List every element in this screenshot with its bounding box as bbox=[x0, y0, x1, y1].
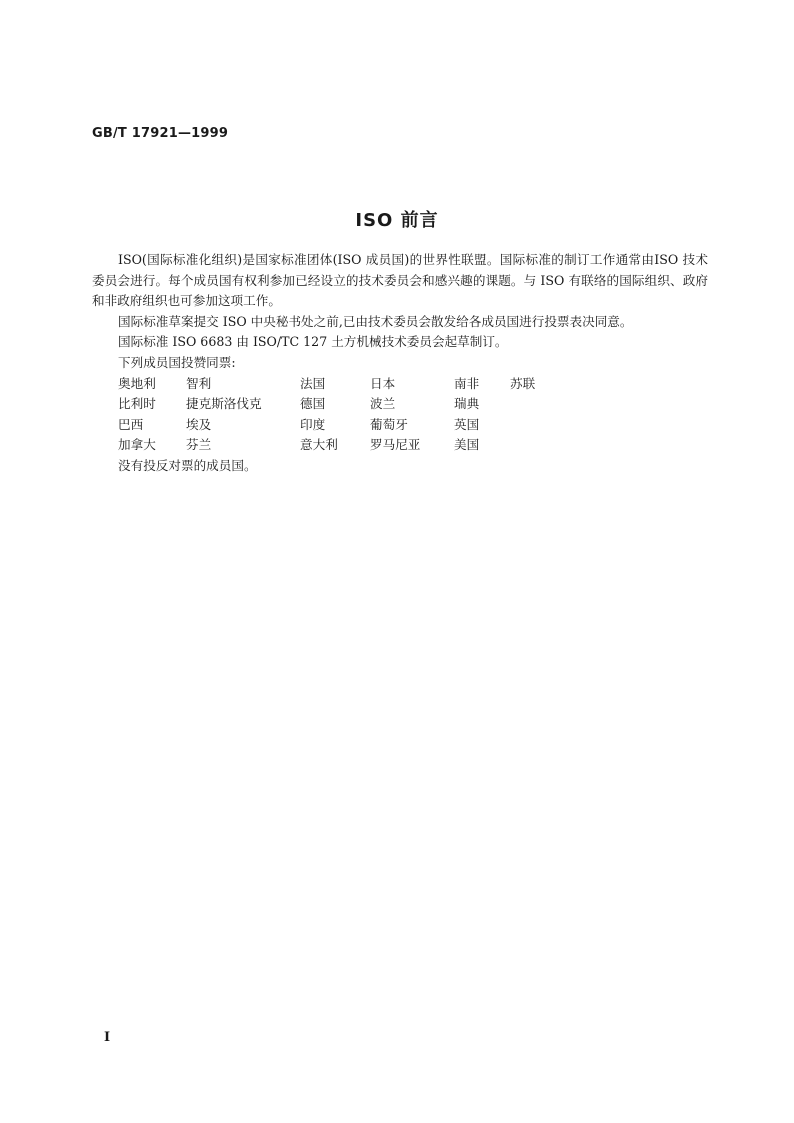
country-cell: 瑞典 bbox=[454, 396, 480, 412]
paragraph-drafting-committee: 国际标准 ISO 6683 由 ISO/TC 127 土方机械技术委员会起草制订。 bbox=[118, 334, 508, 350]
country-cell: 英国 bbox=[454, 416, 480, 432]
country-cell: 奥地利 bbox=[118, 375, 156, 391]
table-row bbox=[118, 415, 570, 436]
country-cell: 德国 bbox=[300, 396, 326, 412]
country-cell: 巴西 bbox=[118, 416, 144, 432]
country-cell: 美国 bbox=[454, 437, 480, 453]
page-number: I bbox=[104, 1030, 111, 1045]
country-cell bbox=[510, 435, 570, 456]
country-cell: 罗马尼亚 bbox=[370, 437, 421, 453]
country-cell: 芬兰 bbox=[186, 437, 212, 453]
paragraph-approving-members: 下列成员国投赞同票: bbox=[118, 354, 236, 370]
country-cell: 波兰 bbox=[370, 396, 396, 412]
country-cell: 葡萄牙 bbox=[370, 416, 408, 432]
country-cell: 智利 bbox=[186, 375, 212, 391]
approving-countries-table bbox=[118, 374, 570, 456]
country-cell: 意大利 bbox=[300, 437, 338, 453]
table-row bbox=[118, 374, 570, 395]
country-cell: 法国 bbox=[300, 375, 326, 391]
country-cell: 捷克斯洛伐克 bbox=[186, 396, 262, 412]
table-row bbox=[118, 435, 570, 456]
table-row bbox=[118, 394, 570, 415]
foreword-body bbox=[92, 250, 708, 477]
country-cell: 南非 bbox=[454, 375, 480, 391]
country-cell: 印度 bbox=[300, 416, 326, 432]
paragraph-iso-intro: ISO(国际标准化组织)是国家标准团体(ISO 成员国)的世界性联盟。国际标准的制订工作通常由ISO 技术委员会进行。每个成员国有权利参加已经设立的技术委员会和感兴趣的课题。与 ISO 有联络的国际组织、政府和非政府组织也可参加这项工作。 bbox=[92, 252, 708, 309]
paragraph-no-opposition: 没有投反对票的成员国。 bbox=[118, 457, 257, 473]
country-cell: 比利时 bbox=[118, 396, 156, 412]
page-title: ISO 前言 bbox=[355, 210, 439, 231]
country-cell bbox=[510, 415, 570, 436]
country-cell bbox=[510, 394, 570, 415]
country-cell: 加拿大 bbox=[118, 437, 156, 453]
standard-code: GB/T 17921—1999 bbox=[92, 126, 229, 141]
country-cell: 日本 bbox=[370, 375, 396, 391]
country-cell: 苏联 bbox=[510, 375, 536, 391]
paragraph-draft-voting: 国际标准草案提交 ISO 中央秘书处之前,已由技术委员会散发给各成员国进行投票表决同意。 bbox=[118, 313, 633, 329]
country-cell: 埃及 bbox=[186, 416, 212, 432]
